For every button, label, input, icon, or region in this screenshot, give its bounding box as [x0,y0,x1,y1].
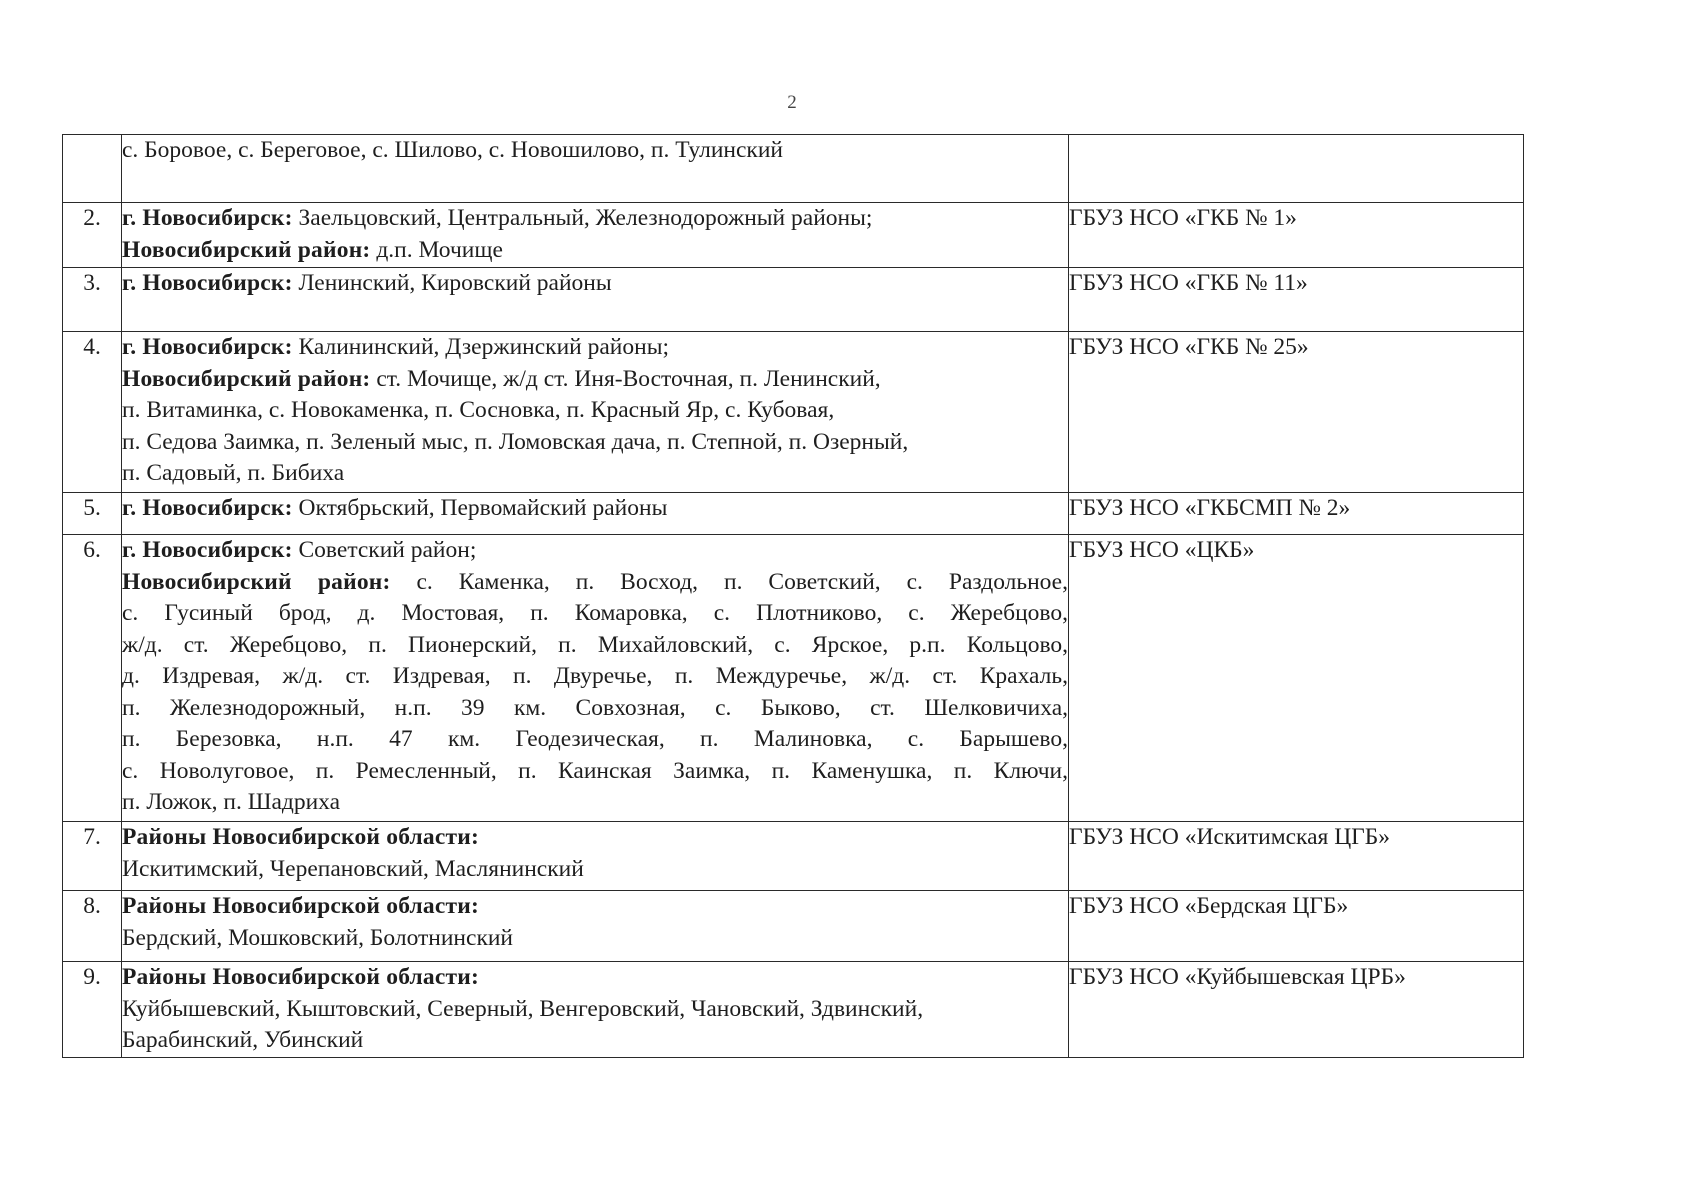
territory-cell [122,822,1069,891]
table-row [63,203,1524,268]
hospital-cell [1069,135,1524,203]
row-number: 5. [63,493,122,535]
territory-line: Искитимский, Черепановский, Маслянинский [122,855,584,882]
territory-line: г. Новосибирск: Октябрьский, Первомайский районы [122,495,668,521]
row-number: 8. [63,891,122,962]
hospital-cell: ГБУЗ НСО «Искитимская ЦГБ» [1069,822,1524,891]
hospital-assignment-table [62,134,1524,1058]
territory-line: ж/д. ст. Жеребцово, п. Пионерский, п. Михайловский, с. Ярское, р.п. Кольцово, [122,631,1068,658]
territory-line: Районы Новосибирской области: [122,893,480,919]
territory-line: п. Ложок, п. Шадриха [122,789,341,815]
row-number: 9. [63,962,122,1058]
territory-line: с. Гусиный брод, д. Мостовая, п. Комаровка, с. Плотниково, с. Жеребцово, [122,600,1068,626]
territory-cell [122,268,1069,332]
territory-line: Новосибирский район: с. Каменка, п. Восход, п. Советский, с. Раздольное, [122,568,1068,595]
territory-cell [122,332,1069,493]
territory-line: с. Новолуговое, п. Ремесленный, п. Каинская Заимка, п. Каменушка, п. Ключи, [122,757,1068,784]
territory-line: п. Железнодорожный, н.п. 39 км. Совхозная, с. Быково, ст. Шелковичиха, [122,694,1068,721]
hospital-cell: ГБУЗ НСО «ГКБ № 25» [1069,332,1524,493]
territory-cell [122,962,1069,1058]
table-row [63,332,1524,493]
territory-line: Барабинский, Убинский [122,1027,364,1053]
table-row [63,535,1524,822]
hospital-cell: ГБУЗ НСО «ГКБ № 11» [1069,268,1524,332]
territory-line: п. Седова Заимка, п. Зеленый мыс, п. Ломовская дача, п. Степной, п. Озерный, [122,428,909,455]
table-row [63,493,1524,535]
territory-line: п. Березовка, н.п. 47 км. Геодезическая, п. Малиновка, с. Барышево, [122,726,1068,752]
territory-cell [122,493,1069,535]
territory-line: п. Витаминка, с. Новокаменка, п. Сосновка, п. Красный Яр, с. Кубовая, [122,397,835,423]
territory-line: Районы Новосибирской области: [122,964,480,990]
hospital-cell: ГБУЗ НСО «Бердская ЦГБ» [1069,891,1524,962]
territory-line: г. Новосибирск: Заельцовский, Центральный, Железнодорожный районы; [122,205,873,231]
territory-line: г. Новосибирск: Советский район; [122,537,477,563]
territory-line: Бердский, Мошковский, Болотнинский [122,924,514,951]
territory-line: Новосибирский район: д.п. Мочище [122,236,503,263]
territory-line: Районы Новосибирской области: [122,824,480,850]
row-number: 3. [63,268,122,332]
row-number: 4. [63,332,122,493]
hospital-cell: ГБУЗ НСО «Куйбышевская ЦРБ» [1069,962,1524,1058]
territory-line: Куйбышевский, Кыштовский, Северный, Венгеровский, Чановский, Здвинский, [122,995,924,1022]
hospital-cell: ГБУЗ НСО «ГКБ № 1» [1069,203,1524,268]
table-row [63,135,1524,203]
table-row [63,268,1524,332]
hospital-cell: ГБУЗ НСО «ЦКБ» [1069,535,1524,822]
territory-line: г. Новосибирск: Калининский, Дзержинский районы; [122,334,670,360]
territory-line: г. Новосибирск: Ленинский, Кировский районы [122,270,612,296]
territory-cell [122,203,1069,268]
row-number [63,135,122,203]
row-number: 6. [63,535,122,822]
table-row [63,962,1524,1058]
hospital-cell: ГБУЗ НСО «ГКБСМП № 2» [1069,493,1524,535]
territory-cell [122,135,1069,203]
territory-cell [122,535,1069,822]
territory-line: д. Издревая, ж/д. ст. Издревая, п. Двуречье, п. Междуречье, ж/д. ст. Крахаль, [122,663,1068,689]
page-number: 2 [787,92,797,113]
territory-line: п. Садовый, п. Бибиха [122,460,345,486]
table-row [63,891,1524,962]
territory-line: с. Боровое, с. Береговое, с. Шилово, с. Новошилово, п. Тулинский [122,137,783,163]
row-number: 2. [63,203,122,268]
table-row [63,822,1524,891]
territory-cell [122,891,1069,962]
territory-line: Новосибирский район: ст. Мочище, ж/д ст. Иня-Восточная, п. Ленинский, [122,365,881,392]
row-number: 7. [63,822,122,891]
